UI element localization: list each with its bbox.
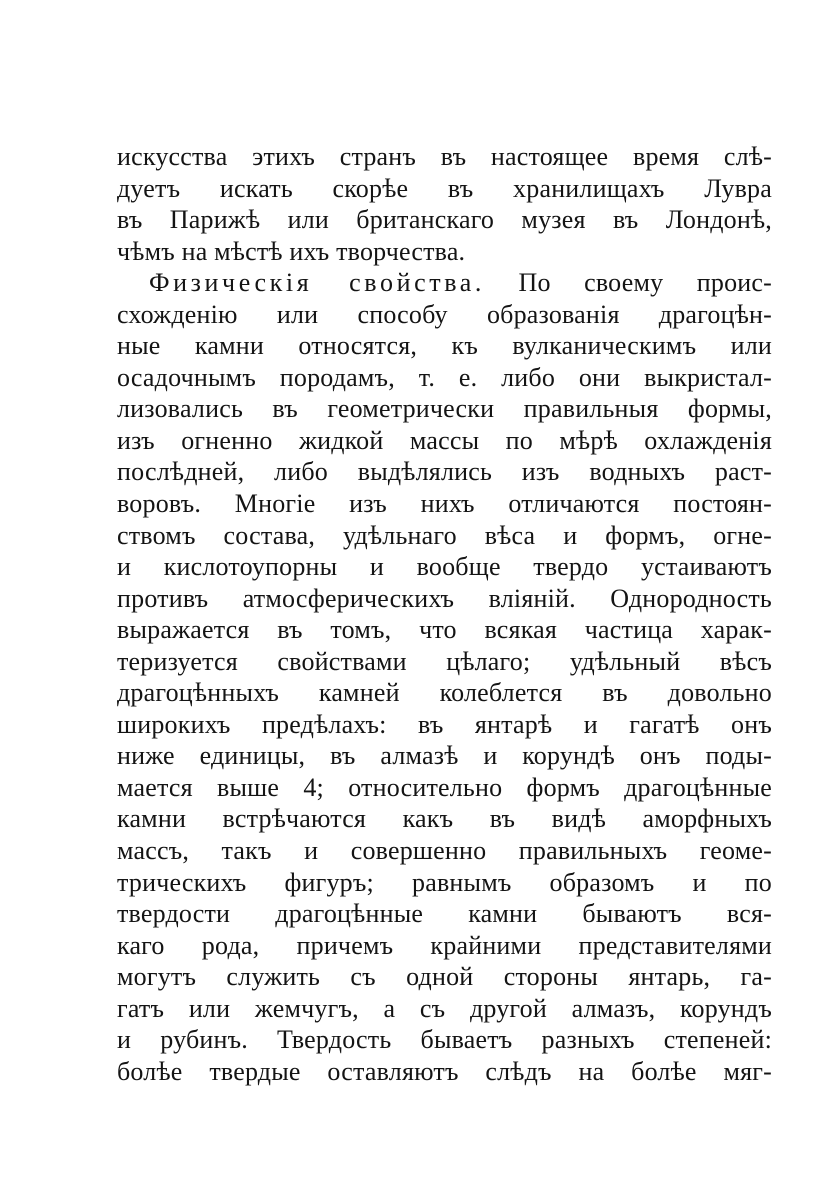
text-line-7: ные камни относятся, къ вулканическимъ или (117, 331, 772, 361)
text-line-26: каго рода, причемъ крайними представителями (117, 930, 772, 960)
section-heading: Физическія свойства. (149, 268, 485, 298)
text-line-9: лизовались въ геометрически правильныя формы, (117, 394, 772, 424)
text-line-8: осадочнымъ породамъ, т. е. либо они выкристал- (117, 362, 772, 392)
text-line-13: ствомъ состава, удѣльнаго вѣса и формъ, огне- (117, 520, 772, 550)
body-text (117, 141, 772, 1087)
text-line-21: мается выше 4; относительно формъ драгоцѣнные (117, 772, 772, 802)
text-line-18: драгоцѣнныхъ камней колеблется въ довольно (117, 678, 772, 708)
text-line-16: выражается въ томъ, что всякая частица харак- (117, 615, 772, 645)
text-line-27: могутъ служить съ одной стороны янтарь, га- (117, 962, 772, 992)
text-line-2: дуетъ искать скорѣе въ хранилищахъ Лувра (117, 173, 772, 203)
text-line-25: твердости драгоцѣнные камни бываютъ вся- (117, 899, 772, 929)
text-line-28: гатъ или жемчугъ, а съ другой алмазъ, корундъ (117, 993, 772, 1023)
text-line-20: ниже единицы, въ алмазѣ и корундѣ онъ поды- (117, 741, 772, 771)
text-line-12: воровъ. Многіе изъ нихъ отличаются постоян- (117, 489, 772, 519)
heading-continuation: По своему (518, 268, 664, 298)
text-line-4: чѣмъ на мѣстѣ ихъ творчества. (117, 236, 466, 266)
text-line-11: послѣдней, либо выдѣлялись изъ водныхъ раст- (117, 457, 772, 487)
text-line-1: искусства этихъ странъ въ настоящее время слѣ- (117, 142, 772, 171)
text-line-15: противъ атмосферическихъ вліяній. Однородность (117, 583, 772, 613)
text-line-5: проис- (696, 268, 773, 298)
text-line-30: болѣе твердые оставляютъ слѣдъ на болѣе мяг- (117, 1056, 772, 1086)
text-line-19: широкихъ предѣлахъ: въ янтарѣ и гагатѣ онъ (117, 709, 772, 739)
text-line-3: въ Парижѣ или британскаго музея въ Лондонѣ, (117, 205, 772, 235)
text-line-6: схожденію или способу образованія драгоцѣн- (117, 299, 772, 329)
text-line-22: камни встрѣчаются какъ въ видѣ аморфныхъ (117, 804, 772, 834)
text-line-29: и рубинъ. Твердость бываетъ разныхъ степеней: (117, 1025, 772, 1055)
text-line-24: трическихъ фигуръ; равнымъ образомъ и по (117, 867, 772, 897)
text-line-10: изъ огненно жидкой массы по мѣрѣ охлажденія (117, 425, 772, 455)
text-line-14: и кислотоупорны и вообще твердо устаиваютъ (117, 552, 772, 582)
text-line-23: массъ, такъ и совершенно правильныхъ геоме- (117, 836, 772, 866)
text-line-17: теризуется свойствами цѣлаго; удѣльный вѣсъ (117, 646, 772, 676)
section-heading-line (117, 267, 772, 299)
